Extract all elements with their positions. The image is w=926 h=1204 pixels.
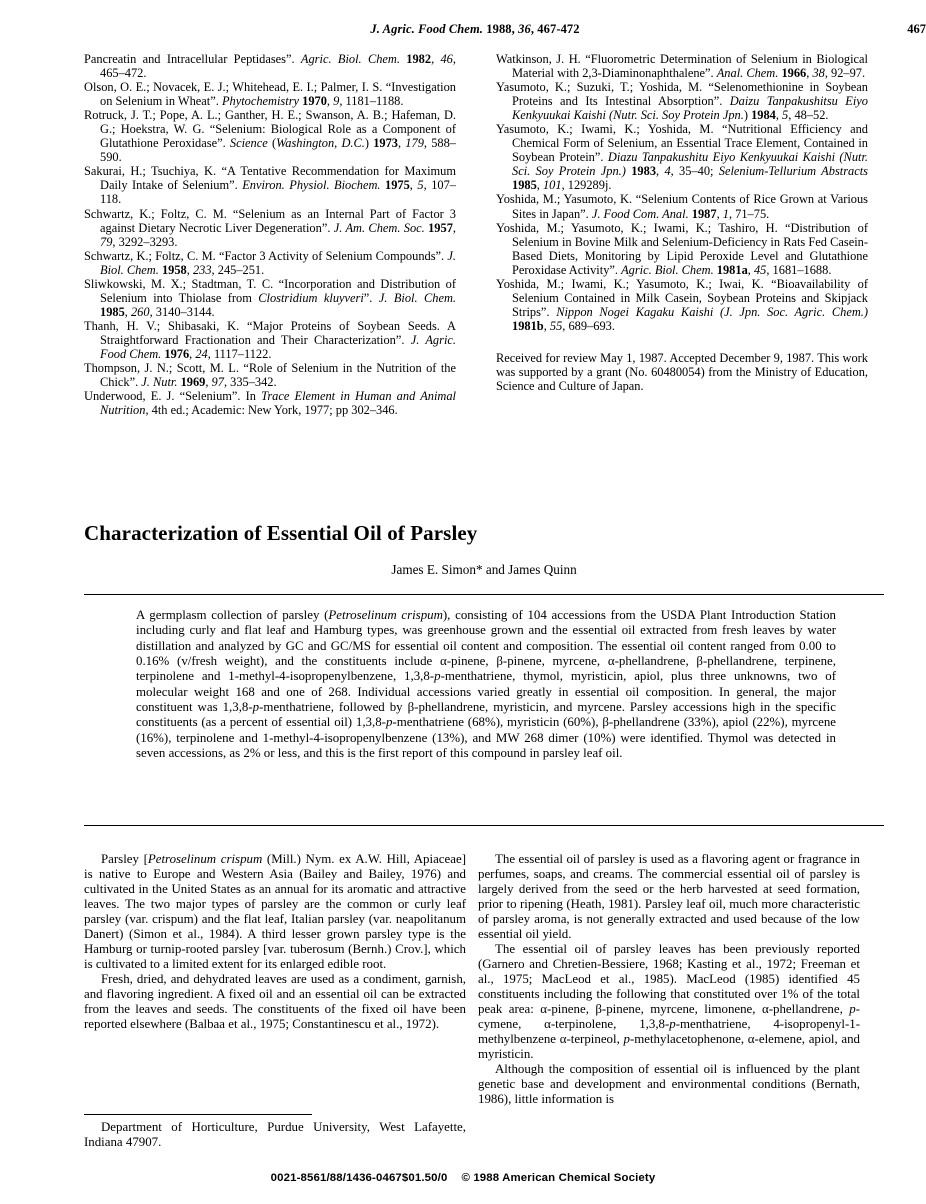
copyright-line: [0, 1172, 926, 1184]
references-column-left: [84, 52, 456, 417]
reference-entry: Yoshida, M.; Iwami, K.; Yasumoto, K.; Iwai, K. “Bioavailability of Selenium Contained in Milk Casein, Soybean Proteins and Skipjack Strips”. Nippon Nogei Kagaku Kaishi (J. Jpn. Soc. Agric. Chem.) 1981b, 55, 689–693.: [496, 276, 868, 333]
received-note: Received for review May 1, 1987. Accepted December 9, 1987. This work was supported by a grant (No. 60480054) from the Ministry of Education, Science and Culture of Japan.: [496, 351, 868, 394]
reference-entry: Rotruck, J. T.; Pope, A. L.; Ganther, H. E.; Swanson, A. B.; Hafeman, D. G.; Hoekstra, W. G. “Selenium: Biological Role as a Component of Glutathione Peroxidase”. Science (Washington, D.C.) 1973, 179, 588–590.: [84, 108, 456, 165]
reference-entry: Yasumoto, K.; Iwami, K.; Yoshida, M. “Nutritional Efficiency and Chemical Form of Selenium, an Essential Trace Element, Contained in Soybean Protein”. Diazu Tanpakushitu Eiyo Kenkyuukai Kaishi (Nutr. Sci. Soy Protein Jpn.) 1983, 4, 35–40; Selenium-Tellurium Abstracts 1985, 101, 129289j.: [496, 122, 868, 193]
footnote-rule: [84, 1114, 312, 1115]
author-list: James E. Simon* and James Quinn: [391, 562, 577, 577]
publication-code: 0021-8561/88/1436-0467$01.50/0: [270, 1172, 448, 1184]
reference-entry: Underwood, E. J. “Selenium”. In Trace Element in Human and Animal Nutrition, 4th ed.; Academic: New York, 1977; pp 302–346.: [84, 389, 456, 418]
reference-entry: Schwartz, K.; Foltz, C. M. “Selenium as an Internal Part of Factor 3 against Dietary Necrotic Liver Degeneration”. J. Am. Chem. Soc. 1957, 79, 3292–3293.: [84, 206, 456, 249]
running-head-comma-1: ,: [511, 22, 519, 36]
reference-entry: Thompson, J. N.; Scott, M. L. “Role of Selenium in the Nutrition of the Chick”. J. Nutr. 1969, 97, 335–342.: [84, 361, 456, 390]
reference-entry: Yasumoto, K.; Suzuki, T.; Yoshida, M. “Selenomethionine in Soybean Proteins and Its Intestinal Absorption”. Daizu Tanpakushitsu Eiyo Kenkyuukai Kaishi (Nutr. Sci. Soy Protein Jpn.) 1984, 5, 48–52.: [496, 80, 868, 123]
reference-entry: Yoshida, M.; Yasumoto, K.; Iwami, K.; Tashiro, H. “Distribution of Selenium in Bovine Milk and Selenium-Deficiency in Rats Fed Casein-Based Diets, Monitoring by Lipid Peroxide Level and Glutathione Peroxidase Activity”. Agric. Biol. Chem. 1981a, 45, 1681–1688.: [496, 220, 868, 277]
page-number: 467: [907, 22, 926, 36]
running-head-citation: [80, 22, 870, 37]
running-head-pages: 467-472: [537, 22, 580, 36]
abstract-rule-bottom: [84, 825, 884, 826]
copyright-text: © 1988 American Chemical Society: [461, 1172, 656, 1184]
body-paragraph: Fresh, dried, and dehydrated leaves are used as a condiment, garnish, and flavoring ingredient. A fixed oil and an essential oil can be extracted from the leaves and seeds. The constituents of the fixed oil have been reported elsewhere (Balbaa et al., 1975; Constantinescu et al., 1972).: [84, 972, 466, 1031]
running-head-comma-2: ,: [530, 22, 538, 36]
running-head: [80, 22, 926, 40]
reference-entry: Yoshida, M.; Yasumoto, K. “Selenium Contents of Rice Grown at Various Sites in Japan”. J. Food Com. Anal. 1987, 1, 71–75.: [496, 192, 868, 221]
body-paragraph: The essential oil of parsley leaves has been previously reported (Garnero and Chretien-Bessiere, 1968; Kasting et al., 1972; Freeman et al., 1975; MacLeod et al., 1985). MacLeod (1985) identified 45 constituents including the following that constituted over 1% of the total peak area: α-pinene, β-pinene, myrcene, limonene, α-phellandrene, p-cymene, α-terpinolene, 1,3,8-p-menthatriene, 4-isopropenyl-1-methylbenzene α-terpineol, p-methylacetophenone, α-elemene, apiol, and myristicin.: [478, 942, 860, 1061]
abstract: A germplasm collection of parsley (Petroselinum crispum), consisting of 104 accessions from the USDA Plant Introduction Station including curly and flat leaf and Hamburg types, was greenhouse grown and the essential oil extracted from fresh leaves by water distillation and analyzed by GC and GC/MS for essential oil content and composition. The essential oil content ranged from 0.00 to 0.16% (v/fresh weight), and the constituents include α-pinene, β-pinene, myrcene, α-phellandrene, β-phellandrene, terpinene, terpinolene and 1-methyl-4-isopropenylbenzene, 1,3,8-p-menthatriene, thymol, myristicin, apiol, plus three unknowns, two of molecular weight 168 and one of 268. Individual accessions varied greatly in essential oil composition. In general, the major constituent was 1,3,8-p-menthatriene, followed by β-phellandrene, myristicin, and myrcene. Parsley accessions high in the specific constituents (as a percent of essential oil) 1,3,8-p-menthatriene (68%), myristicin (60%), β-phellandrene (33%), apiol (22%), myrcene (16%), terpinolene and 1-methyl-4-isopropenylbenzene (13%), and MW 268 dimer (10%) were identified. Thymol was detected in seven accessions, as 2% or less, and this is the first report of this compound in parsley leaf oil.: [136, 608, 837, 761]
footnote-text: Department of Horticulture, Purdue University, West Lafayette, Indiana 47907.: [84, 1120, 466, 1149]
reference-entry: Thanh, H. V.; Shibasaki, K. “Major Proteins of Soybean Seeds. A Straightforward Fractionation and Their Characterization”. J. Agric. Food Chem. 1976, 24, 1117–1122.: [84, 318, 456, 361]
body-paragraph: Although the composition of essential oil is influenced by the plant genetic base and development and environmental conditions (Bernath, 1986), little information is: [478, 1062, 860, 1106]
reference-entry: Watkinson, J. H. “Fluorometric Determination of Selenium in Biological Material with 2,3-Diaminonaphthalene”. Anal. Chem. 1966, 38, 92–97.: [496, 52, 868, 81]
reference-entry: Sliwkowski, M. X.; Stadtman, T. C. “Incorporation and Distribution of Selenium into Thiolase from Clostridium kluyveri”. J. Biol. Chem. 1985, 260, 3140–3144.: [84, 276, 456, 319]
reference-entry: Sakurai, H.; Tsuchiya, K. “A Tentative Recommendation for Maximum Daily Intake of Selenium”. Environ. Physiol. Biochem. 1975, 5, 107–118.: [84, 164, 456, 207]
running-head-volume: 36: [518, 22, 531, 36]
body-paragraph: The essential oil of parsley is used as a flavoring agent or fragrance in perfumes, soaps, and creams. The commercial essential oil of parsley is largely derived from the seed or the herb harvested at seed formation, prior to ripening (Heath, 1981). Parsley leaf oil, much more characteristic of parsley aroma, is not generally extracted and used because of the low essential oil yield.: [478, 852, 860, 941]
reference-entry: Olson, O. E.; Novacek, E. J.; Whitehead, E. I.; Palmer, I. S. “Investigation on Selenium in Wheat”. Phytochemistry 1970, 9, 1181–1188.: [84, 80, 456, 109]
running-head-year: 1988: [486, 22, 512, 36]
page-title: Characterization of Essential Oil of Parsley: [84, 521, 478, 545]
references-column-right: [496, 52, 868, 333]
abstract-rule-top: [84, 594, 884, 595]
reference-entry: Schwartz, K.; Foltz, C. M. “Factor 3 Activity of Selenium Compounds”. J. Biol. Chem. 1958, 233, 245–251.: [84, 248, 456, 277]
body-column-left: [84, 852, 466, 1032]
body-paragraph: Parsley [Petroselinum crispum (Mill.) Nym. ex A.W. Hill, Apiaceae] is native to Europe and Western Asia (Bailey and Bailey, 1976) and cultivated in the United States as an annual for its aromatic and attractive leaves. The two major types of parsley are the common or curly leaf parsley (var. crispum) and the flat leaf, Italian parsley (var. neapolitanum Danert) (Simon et al., 1984). A third lesser grown parsley type is the Hamburg or turnip-rooted parsley [var. tuberosum (Bernh.) Crov.], which is cultivated to a limited extent for its enlarged edible root.: [84, 852, 466, 971]
body-column-right: [478, 852, 860, 1107]
running-head-journal: J. Agric. Food Chem.: [370, 22, 484, 36]
footnote: [84, 1120, 466, 1150]
reference-entry: Pancreatin and Intracellular Peptidases”. Agric. Biol. Chem. 1982, 46, 465–472.: [84, 52, 456, 81]
